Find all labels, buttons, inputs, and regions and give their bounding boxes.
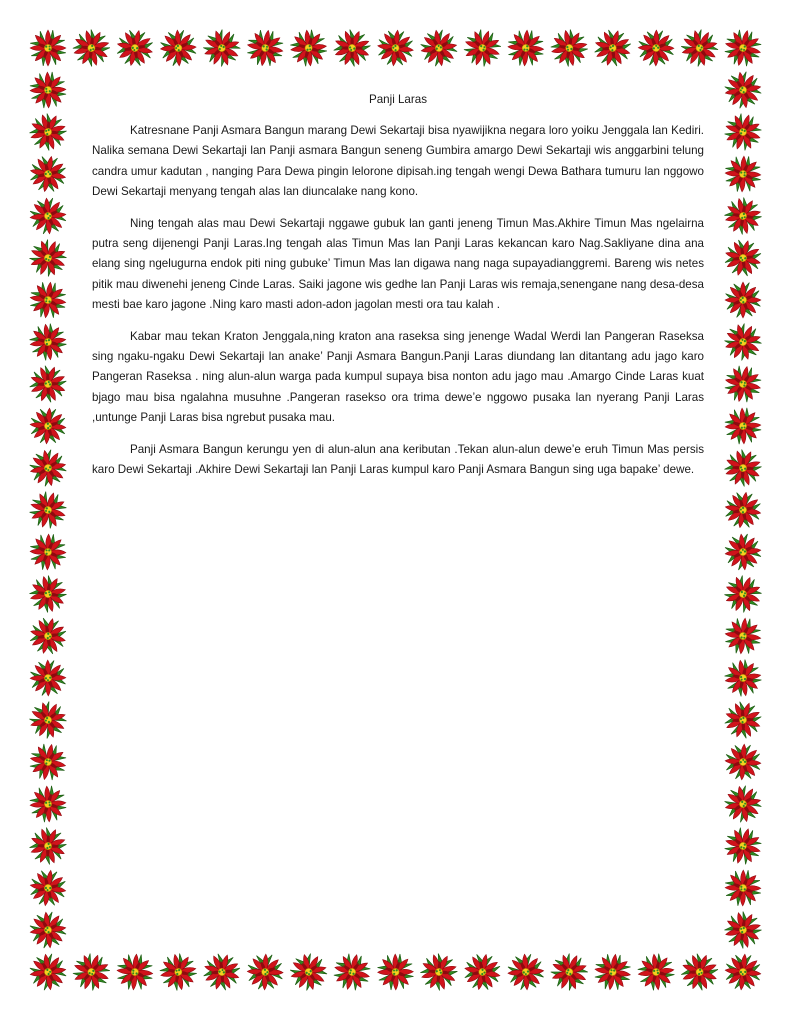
poinsettia-flower-icon bbox=[153, 23, 204, 74]
poinsettia-flower-icon bbox=[110, 23, 159, 72]
poinsettia-flower-icon bbox=[724, 155, 762, 193]
poinsettia-flower-icon bbox=[548, 27, 591, 70]
poinsettia-flower-icon bbox=[718, 527, 768, 577]
poinsettia-flower-icon bbox=[675, 24, 724, 73]
poinsettia-flower-icon bbox=[719, 318, 768, 367]
poinsettia-flower-icon bbox=[414, 23, 464, 73]
poinsettia-flower-icon bbox=[588, 24, 636, 72]
poinsettia-flower-icon bbox=[725, 870, 761, 906]
poinsettia-flower-icon bbox=[68, 949, 114, 995]
poinsettia-flower-icon bbox=[329, 25, 376, 72]
poinsettia-flower-icon bbox=[720, 109, 766, 155]
poinsettia-flower-icon bbox=[458, 947, 508, 997]
poinsettia-flower-icon bbox=[244, 27, 286, 69]
poinsettia-flower-icon bbox=[636, 952, 676, 992]
poinsettia-flower-icon bbox=[721, 824, 766, 869]
poinsettia-flower-icon bbox=[28, 322, 68, 362]
poinsettia-flower-icon bbox=[417, 950, 462, 995]
poinsettia-flower-icon bbox=[23, 443, 73, 493]
poinsettia-flower-icon bbox=[26, 572, 69, 615]
poinsettia-flower-icon bbox=[198, 948, 246, 996]
poinsettia-flower-icon bbox=[24, 612, 73, 661]
poinsettia-flower-icon bbox=[23, 149, 73, 199]
poinsettia-flower-icon bbox=[23, 191, 73, 241]
poinsettia-flower-icon bbox=[69, 26, 113, 70]
poinsettia-flower-icon bbox=[289, 28, 328, 67]
poinsettia-flower-icon bbox=[723, 616, 763, 656]
poinsettia-flower-icon bbox=[24, 360, 71, 407]
poinsettia-flower-icon bbox=[631, 23, 682, 74]
poinsettia-flower-icon bbox=[719, 234, 768, 283]
poinsettia-flower-icon bbox=[722, 195, 765, 238]
poinsettia-flower-icon bbox=[592, 951, 633, 992]
poinsettia-flower-icon bbox=[115, 953, 154, 992]
poinsettia-flower-icon bbox=[198, 24, 246, 72]
poinsettia-flower-icon bbox=[24, 696, 72, 744]
poinsettia-flower-icon bbox=[720, 445, 766, 491]
poinsettia-flower-icon bbox=[501, 947, 552, 998]
poinsettia-flower-icon bbox=[24, 234, 71, 281]
poinsettia-flower-icon bbox=[23, 401, 73, 451]
poinsettia-flower-icon bbox=[23, 863, 73, 913]
poinsettia-flower-icon bbox=[23, 947, 73, 997]
poinsettia-flower-icon bbox=[27, 741, 70, 784]
poinsettia-flower-icon bbox=[721, 908, 765, 952]
poinsettia-flower-icon bbox=[718, 275, 769, 326]
poinsettia-flower-icon bbox=[720, 571, 767, 618]
poinsettia-flower-icon bbox=[330, 950, 374, 994]
paragraph-1: Katresnane Panji Asmara Bangun marang Dewi Sekartaji bisa nyawijikna negara loro yoiku Jenggala lan Kediri. Nalika semana Dewi Sekartaji lan Panji asmara Bangun seneng Gumbira amargo Dewi Sekartaji wis anggarbini telung candra umur kadutan , nanging Para Dewa pingin lelorone dipisah.ing tengah wengi Dewa Bathara tumuru lan nggowo Dewi Sekartaji menyang tengah alas lan diuncalake nang kono. bbox=[92, 124, 704, 198]
poinsettia-flower-icon bbox=[718, 65, 768, 115]
poinsettia-flower-icon bbox=[28, 280, 68, 320]
poinsettia-flower-icon bbox=[459, 25, 505, 71]
poinsettia-flower-icon bbox=[157, 951, 199, 993]
poinsettia-flower-icon bbox=[718, 947, 768, 997]
poinsettia-flower-icon bbox=[377, 954, 413, 990]
poinsettia-flower-icon bbox=[29, 71, 66, 108]
poinsettia-flower-icon bbox=[23, 905, 73, 955]
poinsettia-flower-icon bbox=[718, 779, 768, 829]
poinsettia-flower-icon bbox=[284, 947, 333, 996]
paragraph-3: Kabar mau tekan Kraton Jenggala,ning kraton ana raseksa sing jenenge Wadal Werdi lan Pangeran Raseksa sing ngaku-ngaku Dewi Sekartaji lan anake’ Panji Asmara Bangun.Panji Laras diundang lan ditantang adu jago karo Pangeran Raseksa . ning alun-alun warga pada kumpul supaya bisa nonton adu jago mau .Amargo Cinde Laras kuat bjago mau bisa ngalahna musuhne .Pangeran rasekso ora trima dewe’e nggowo pusaka lan nyerang Panji Laras ,untunge Panji Laras bisa ngrebut pusaka mau. bbox=[92, 330, 704, 424]
poinsettia-flower-icon bbox=[718, 485, 768, 535]
poinsettia-flower-icon bbox=[30, 30, 66, 66]
poinsettia-flower-icon bbox=[29, 533, 66, 570]
poinsettia-flower-icon bbox=[507, 29, 545, 67]
paragraph-4: Panji Asmara Bangun kerungu yen di alun-alun ana keributan .Tekan alun-alun dewe’e eruh Timun Mas persis karo Dewi Sekartaji .Akhire Dewi Sekartaji lan Panji Laras kumpul karo Panji Asmara Bangun sing uga bapake’ dewe. bbox=[92, 443, 704, 477]
poinsettia-flower-icon bbox=[718, 737, 769, 788]
poinsettia-flower-icon bbox=[29, 785, 67, 823]
poinsettia-flower-icon bbox=[370, 23, 420, 73]
poinsettia-flower-icon bbox=[545, 948, 593, 996]
document-body bbox=[92, 90, 704, 492]
poinsettia-flower-icon bbox=[23, 653, 74, 704]
document-title: Panji Laras bbox=[368, 93, 427, 106]
poinsettia-flower-icon bbox=[240, 947, 291, 998]
poinsettia-flower-icon bbox=[724, 407, 762, 445]
poinsettia-flower-icon bbox=[719, 696, 767, 744]
poinsettia-flower-icon bbox=[25, 109, 70, 154]
poinsettia-flower-icon bbox=[722, 363, 765, 406]
poinsettia-flower-icon bbox=[676, 949, 723, 996]
paragraph-2: Ning tengah alas mau Dewi Sekartaji nggawe gubuk lan ganti jeneng Timun Mas.Akhire Timun Mas ngelairna putra seng dijenengi Panji Laras.Ing tengah alas Timun Mas lan Panji Laras kekancan karo Nag.Sakliyane dina ana elang sing ngelugurna endok piti ning gubuke’ Timun Mas lan digawa nang naga supayadianggremi. Bareng wis netes pitik mau diwenehi jeneng Cinde Laras. Saiki jagone wis gedhe lan Panji Laras wis remaja,senengane nang desa-desa mesti bae karo jagone .Ning karo masti adon-adon jagolan mesti ora tau kalah . bbox=[92, 217, 704, 311]
poinsettia-flower-icon bbox=[722, 657, 763, 698]
poinsettia-flower-icon bbox=[25, 823, 71, 869]
poinsettia-flower-icon bbox=[25, 487, 70, 532]
poinsettia-flower-icon bbox=[721, 26, 764, 69]
